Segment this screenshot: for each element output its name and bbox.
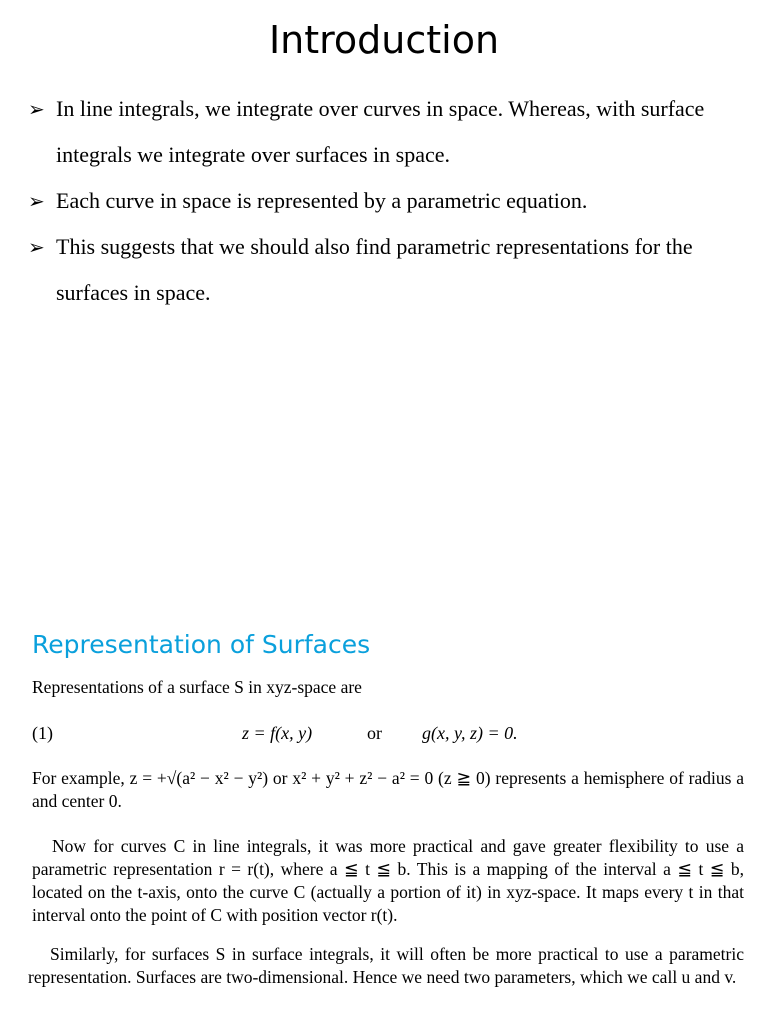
bullet-text: Each curve in space is represented by a parametric equation. <box>56 188 588 213</box>
list-item <box>28 86 758 178</box>
equation-explicit: z = f(x, y) <box>242 723 313 743</box>
example-paragraph: For example, z = +√(a² − x² − y²) or x² + y² + z² − a² = 0 (z ≧ 0) represents a hemisphere of radius a and center 0. <box>32 768 744 811</box>
surfaces-paragraph: Similarly, for surfaces S in surface integrals, it will often be more practical to use a parametric representation. Surfaces are two-dimensional. Hence we need two parameters, which we call u and v. <box>28 944 744 987</box>
page-title: Introduction <box>268 18 500 62</box>
list-item <box>28 224 758 316</box>
list-item <box>28 178 758 224</box>
equation-number: (1) <box>32 723 53 743</box>
curves-paragraph: Now for curves C in line integrals, it was more practical and gave greater flexibility to use a parametric representation r = r(t), where a ≦ t ≦ b. This is a mapping of the interval a ≦ t ≦ b, located on the t-axis, onto the curve C (actually a portion of it) in xyz-space. It maps every t in that interval onto the point of C with position vector r(t). <box>32 836 744 925</box>
bullet-text: This suggests that we should also find parametric representations for the surfaces in space. <box>56 234 693 305</box>
section-heading: Representation of Surfaces <box>32 630 371 659</box>
bullet-text: In line integrals, we integrate over curves in space. Whereas, with surface integrals we integrate over surfaces in space. <box>56 96 705 167</box>
equation-row <box>32 723 744 749</box>
arrow-bullet-icon: ➢ <box>28 97 45 121</box>
equation-implicit: g(x, y, z) = 0. <box>422 723 518 743</box>
equation-connector: or <box>367 723 382 743</box>
bullet-list <box>28 86 758 316</box>
arrow-bullet-icon: ➢ <box>28 235 45 259</box>
intro-paragraph: Representations of a surface S in xyz-space are <box>32 677 362 697</box>
arrow-bullet-icon: ➢ <box>28 189 45 213</box>
